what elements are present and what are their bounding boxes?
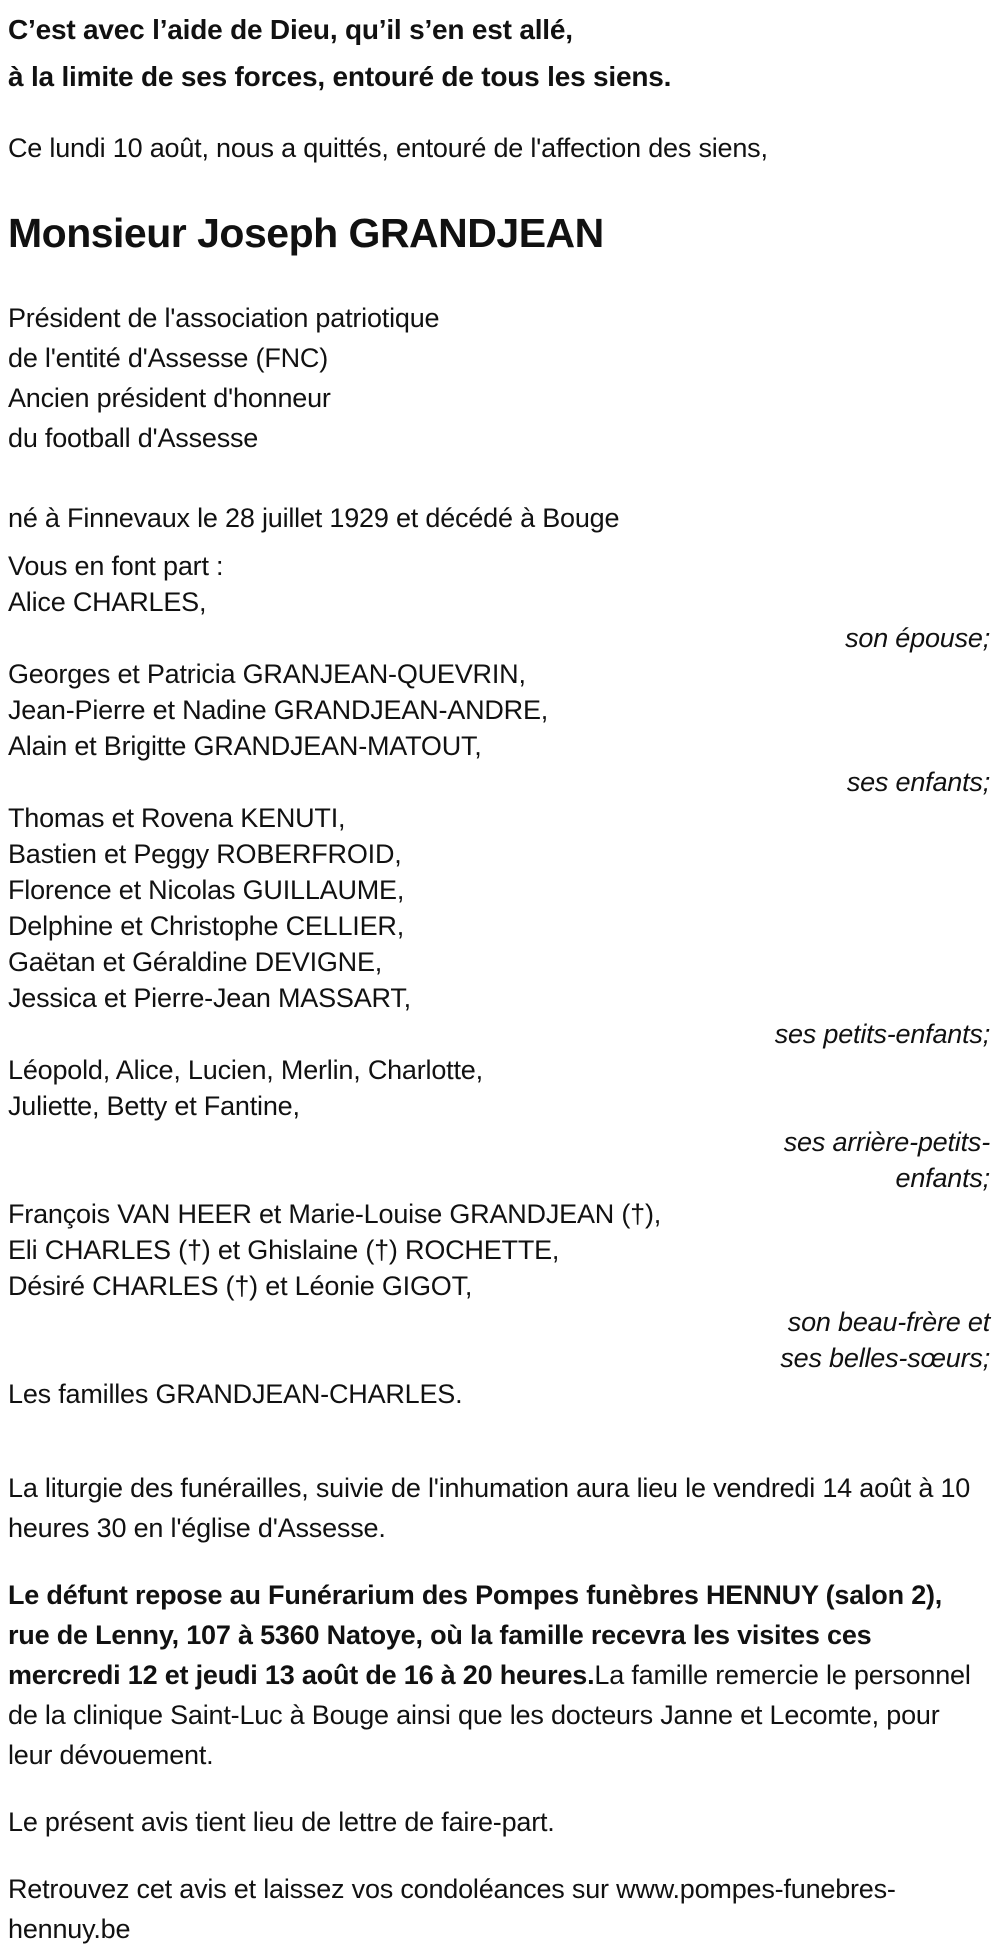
relation-label-line: ses belles-sœurs; [780, 1343, 990, 1373]
legal-notice-line: Le présent avis tient lieu de lettre de faire-part. [8, 1807, 555, 1837]
relation-name-line: Delphine et Christophe CELLIER, [8, 911, 405, 941]
relation-name-line: Jean-Pierre et Nadine GRANDJEAN-ANDRE, [8, 695, 549, 725]
relation-name-line: Gaëtan et Géraldine DEVIGNE, [8, 947, 383, 977]
relation-label-line: enfants; [895, 1163, 990, 1193]
title-line-3: Ancien président d'honneur [8, 383, 331, 413]
relation-group [8, 584, 990, 656]
relation-label-line: ses arrière-petits- [783, 1127, 990, 1157]
intro-quote [8, 6, 990, 100]
deceased-name: Monsieur Joseph GRANDJEAN [8, 210, 604, 256]
relation-name-line: Léopold, Alice, Lucien, Merlin, Charlotte, [8, 1055, 483, 1085]
liturgy-paragraph: La liturgie des funérailles, suivie de l'inhumation aura lieu le vendredi 14 août à 10 heures 30 en l'église d'Assesse. [8, 1473, 971, 1543]
relations-list [8, 584, 990, 1376]
deceased-titles [8, 298, 990, 458]
relation-group [8, 800, 990, 1052]
condolences-paragraph: Retrouvez cet avis et laissez vos condoléances sur www.pompes-funebres-hennuy.be [8, 1874, 896, 1944]
announcement-intro: Vous en font part : [8, 551, 224, 581]
intro-quote-line-2: à la limite de ses forces, entouré de tous les siens. [8, 61, 672, 92]
relation-label-line: son épouse; [845, 623, 990, 653]
relation-group [8, 1196, 990, 1376]
relation-name-line: Eli CHARLES (†) et Ghislaine (†) ROCHETTE, [8, 1235, 560, 1265]
relation-name-line: Thomas et Rovena KENUTI, [8, 803, 346, 833]
relation-name-line: Juliette, Betty et Fantine, [8, 1091, 300, 1121]
relation-name-line: Désiré CHARLES (†) et Léonie GIGOT, [8, 1271, 473, 1301]
relation-name-line: Jessica et Pierre-Jean MASSART, [8, 983, 411, 1013]
relation-name-line: Florence et Nicolas GUILLAUME, [8, 875, 405, 905]
relations-section [8, 548, 990, 1412]
thanks-text: La famille remercie le personnel de la clinique Saint-Luc à Bouge ainsi que les docteurs Janne et Lecomte, pour leur dévouement. [8, 1660, 971, 1770]
relation-name-line: Bastien et Peggy ROBERFROID, [8, 839, 402, 869]
relation-name-line: François VAN HEER et Marie-Louise GRANDJEAN (†), [8, 1199, 662, 1229]
relation-group [8, 1052, 990, 1196]
relation-name-line: Alain et Brigitte GRANDJEAN-MATOUT, [8, 731, 482, 761]
repose-bold-text: Le défunt repose au Funérarium des Pompes funèbres HENNUY (salon 2), rue de Lenny, 107 à 5360 Natoye, où la famille recevra les visites ces mercredi 12 et jeudi 13 août de 16 à 20 heures. [8, 1580, 943, 1690]
repose-paragraph [8, 1575, 990, 1775]
relation-name-line: Georges et Patricia GRANJEAN-QUEVRIN, [8, 659, 526, 689]
title-line-1: Président de l'association patriotique [8, 303, 440, 333]
birth-death-line: né à Finnevaux le 28 juillet 1929 et décédé à Bouge [8, 503, 620, 533]
title-line-2: de l'entité d'Assesse (FNC) [8, 343, 329, 373]
death-date-line: Ce lundi 10 août, nous a quittés, entouré de l'affection des siens, [8, 133, 768, 163]
relation-label-line: son beau-frère et [787, 1307, 990, 1337]
relation-label-line: ses enfants; [846, 767, 990, 797]
relation-group [8, 656, 990, 800]
families-line: Les familles GRANDJEAN-CHARLES. [8, 1379, 463, 1409]
title-line-4: du football d'Assesse [8, 423, 259, 453]
intro-quote-line-1: C’est avec l’aide de Dieu, qu’il s’en est allé, [8, 14, 573, 45]
relation-name-line: Alice CHARLES, [8, 587, 207, 617]
relation-label-line: ses petits-enfants; [774, 1019, 990, 1049]
